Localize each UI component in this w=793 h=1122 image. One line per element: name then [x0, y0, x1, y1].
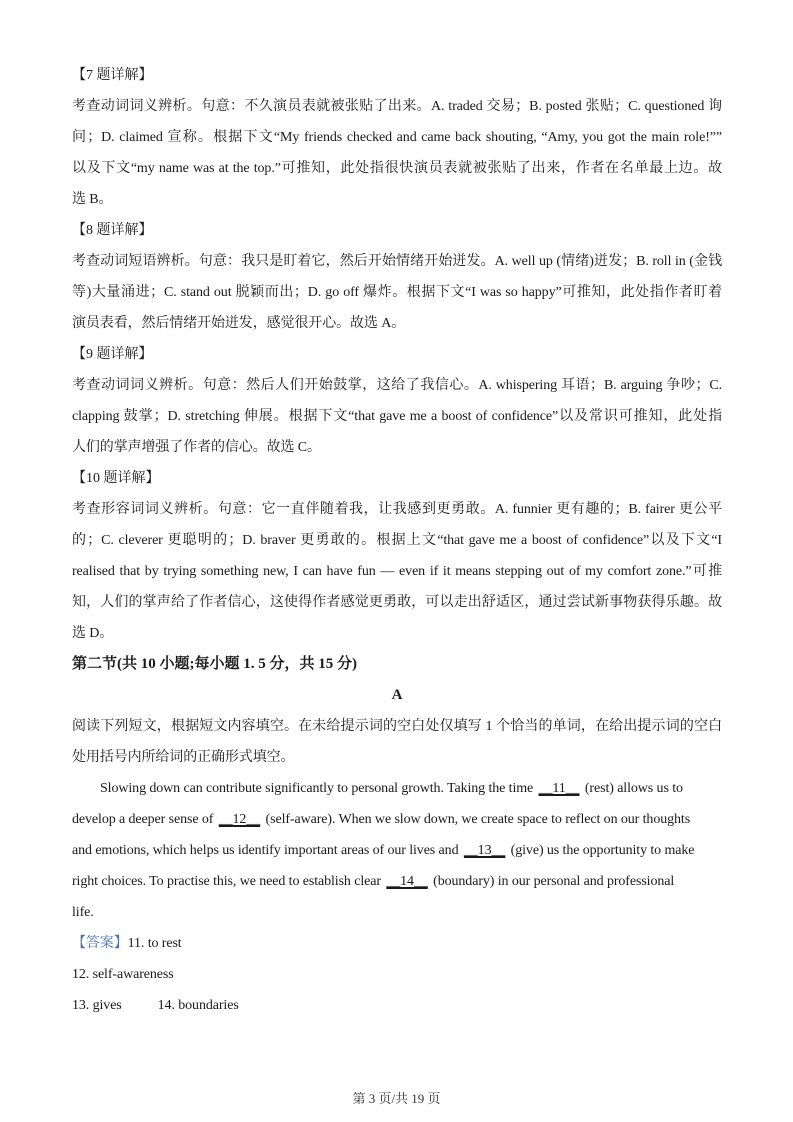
q8-line: 考查动词短语辨析。句意：我只是盯着它，然后开始情绪开始迸发。A. well up (情绪)迸发；B. roll in (金钱 [72, 254, 722, 269]
passage-text: (give) us the opportunity to make [507, 843, 695, 858]
passage-line [72, 804, 722, 835]
q8-line: 演员表看，然后情绪开始迸发，感觉很开心。故选 A。 [72, 316, 406, 331]
passage-line [72, 835, 722, 866]
answer-11: 11. to rest [127, 936, 182, 951]
q7-line: 考查动词词义辨析。句意：不久演员表就被张贴了出来。A. traded 交易；B. posted 张贴；C. questioned 询 [72, 99, 722, 114]
passage-line: life. [72, 905, 94, 920]
blank-11: __11__ [538, 781, 580, 796]
q7-line: 选 B。 [72, 192, 113, 207]
section-title: 第二节(共 10 小题;每小题 1. 5 分，共 15 分) [72, 656, 357, 672]
q8-heading: 【8 题详解】 [72, 223, 153, 238]
passage-text: right choices. To practise this, we need to establish clear [72, 874, 385, 889]
q7-line: 以及下文“my name was at the top.”可推知，此处指很快演员表就被张贴了出来，作者在名单最上边。故 [72, 161, 722, 176]
passage-line [72, 773, 722, 804]
q7-heading: 【7 题详解】 [72, 68, 153, 83]
answer-line [72, 928, 722, 959]
answer-tag: 【答案】 [72, 936, 128, 951]
q10-line: 的；C. cleverer 更聪明的；D. braver 更勇敢的。根据上文“that gave me a boost of confidence”以及下文“I [72, 533, 722, 548]
passage-line [72, 866, 722, 897]
q9-line: 人们的掌声增强了作者的信心。故选 C。 [72, 440, 321, 455]
q9-heading: 【9 题详解】 [72, 347, 153, 362]
q10-line: realised that by trying something new, I can have fun — even if it means stepping out of my comfort zone.”可推 [72, 564, 722, 579]
q10-line: 考查形容词词义辨析。句意：它一直伴随着我，让我感到更勇敢。A. funnier 更有趣的；B. fairer 更公平 [72, 502, 722, 517]
passage-text: (boundary) in our personal and professional [429, 874, 675, 889]
q10-line: 选 D。 [72, 626, 114, 641]
instruction-line: 处用括号内所给词的正确形式填空。 [72, 750, 295, 765]
passage-text: and emotions, which helps us identify important areas of our lives and [72, 843, 462, 858]
document-page [72, 60, 722, 1021]
answer-13: 13. gives [72, 998, 122, 1013]
blank-12: __12__ [218, 812, 261, 827]
q8-line: 等)大量涌进；C. stand out 脱颖而出；D. go off 爆炸。根据下文“I was so happy”可推知，此处指作者盯着 [72, 285, 722, 300]
blank-13: __13__ [463, 843, 506, 858]
answer-line [72, 990, 722, 1021]
passage-text: develop a deeper sense of [72, 812, 217, 827]
q10-heading: 【10 题详解】 [72, 471, 160, 486]
q7-line: 问；D. claimed 宣称。根据下文“My friends checked and came back shouting, “Amy, you got the main role!”” [72, 130, 722, 145]
part-label: A [391, 687, 403, 703]
blank-14: __14__ [386, 874, 428, 889]
passage-text: (rest) allows us to [581, 781, 683, 796]
answer-14: 14. boundaries [157, 998, 239, 1013]
passage-text: Slowing down can contribute significantly to personal growth. Taking the time [100, 781, 537, 796]
answer-line: 12. self-awareness [72, 967, 174, 982]
instruction-line: 阅读下列短文，根据短文内容填空。在未给提示词的空白处仅填写 1 个恰当的单词，在给出提示词的空白 [72, 719, 722, 734]
q10-line: 知，人们的掌声给了作者信心，这使得作者感觉更勇敢，可以走出舒适区，通过尝试新事物获得乐趣。故 [72, 595, 722, 610]
passage-text: (self-aware). When we slow down, we create space to reflect on our thoughts [262, 812, 691, 827]
page-footer: 第 3 页/共 19 页 [352, 1091, 441, 1106]
q9-line: clapping 鼓掌；D. stretching 伸展。根据下文“that gave me a boost of confidence”以及常识可推知，此处指 [72, 409, 722, 424]
q9-line: 考查动词词义辨析。句意：然后人们开始鼓掌，这给了我信心。A. whispering 耳语；B. arguing 争吵；C. [72, 378, 722, 393]
